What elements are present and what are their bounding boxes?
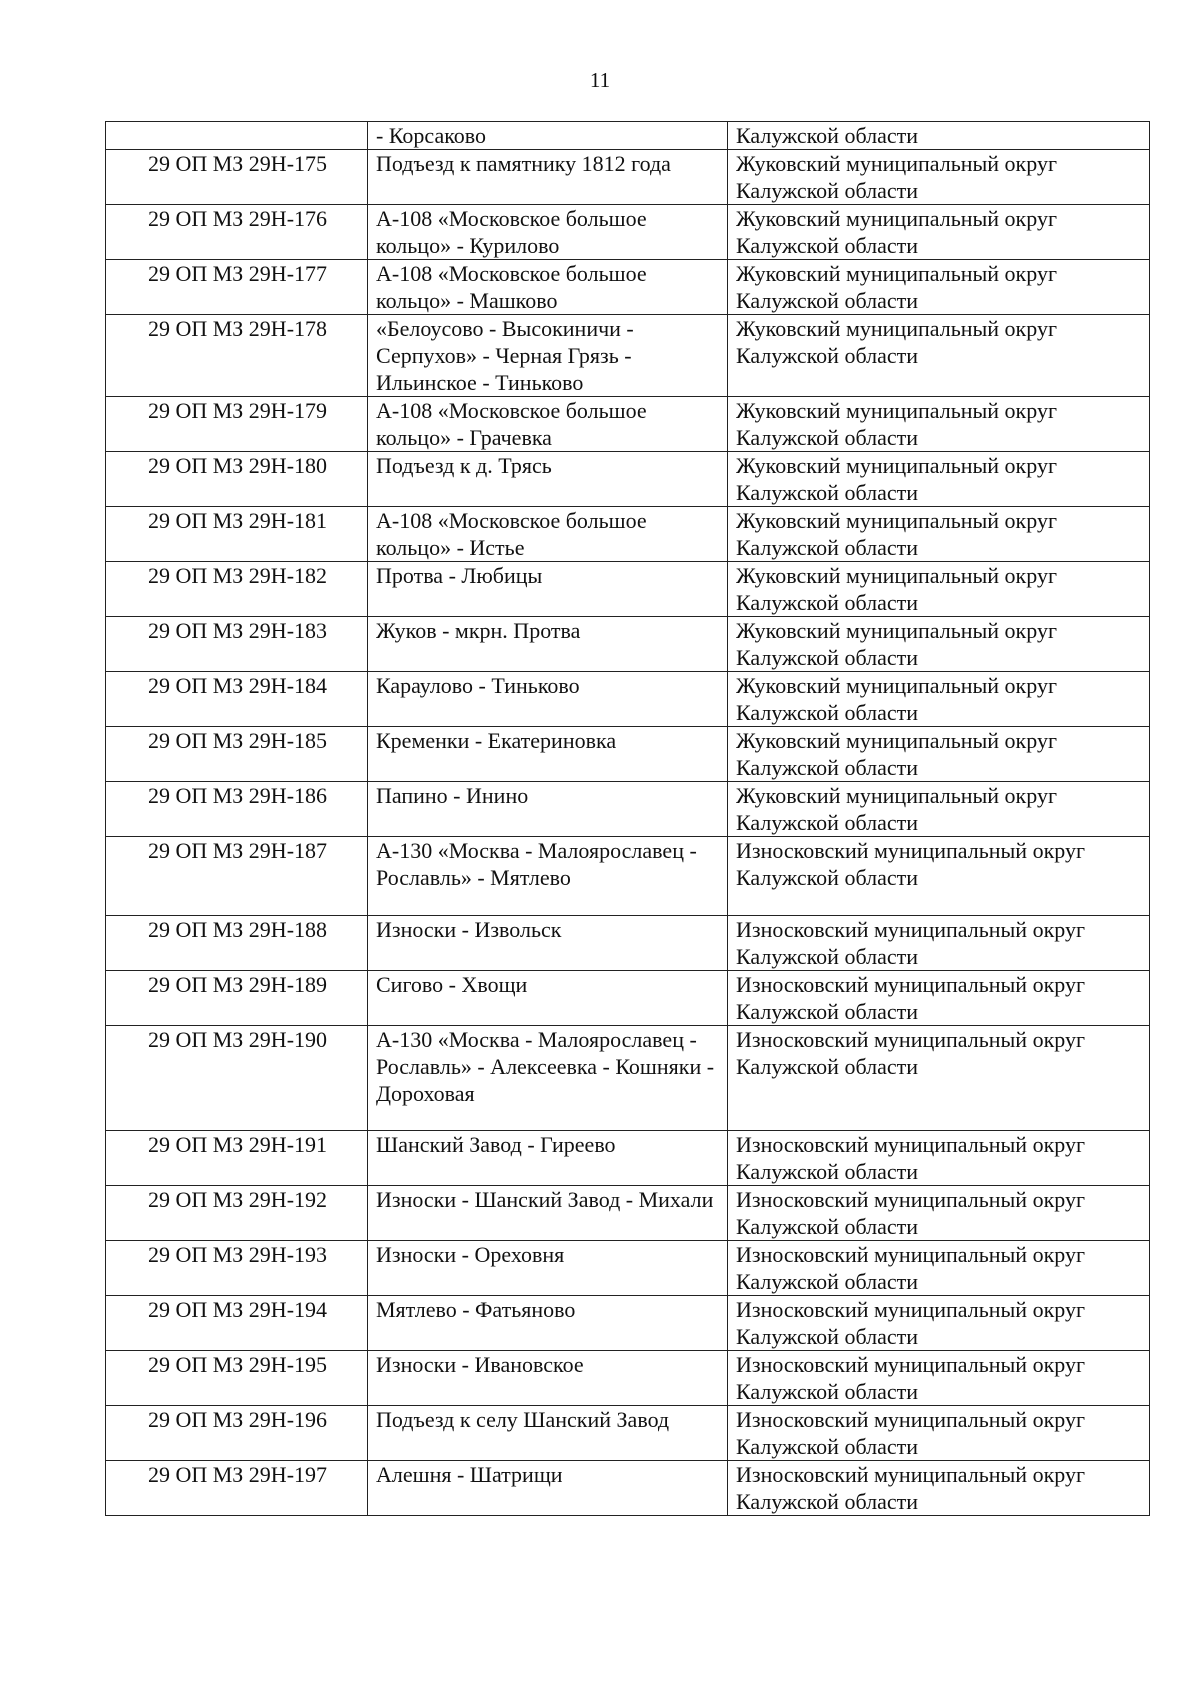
- road-code-cell: 29 ОП МЗ 29Н-177: [106, 260, 368, 315]
- road-code-cell: 29 ОП МЗ 29Н-196: [106, 1406, 368, 1461]
- table-row: [106, 837, 1150, 916]
- table-row: [106, 1351, 1150, 1406]
- roads-table-body: [106, 122, 1150, 1516]
- road-name-cell: А-108 «Московское большое кольцо» - Грачевка: [368, 397, 728, 452]
- table-row: [106, 397, 1150, 452]
- table-row: [106, 1406, 1150, 1461]
- road-area-cell: Износковский муниципальный округ Калужской области: [728, 1131, 1150, 1186]
- road-code-cell: 29 ОП МЗ 29Н-178: [106, 315, 368, 397]
- table-row: [106, 1296, 1150, 1351]
- road-code-cell: 29 ОП МЗ 29Н-182: [106, 562, 368, 617]
- road-name-cell: Мятлево - Фатьяново: [368, 1296, 728, 1351]
- road-name-cell: Протва - Любицы: [368, 562, 728, 617]
- road-area-cell: Калужской области: [728, 122, 1150, 150]
- road-code-cell: 29 ОП МЗ 29Н-191: [106, 1131, 368, 1186]
- road-name-cell: Караулово - Тиньково: [368, 672, 728, 727]
- table-row: [106, 315, 1150, 397]
- road-name-cell: А-130 «Москва - Малоярославец - Рославль» - Мятлево: [368, 837, 728, 916]
- road-area-cell: Жуковский муниципальный округ Калужской области: [728, 205, 1150, 260]
- table-row: [106, 1241, 1150, 1296]
- road-code-cell: 29 ОП МЗ 29Н-190: [106, 1026, 368, 1131]
- road-area-cell: Жуковский муниципальный округ Калужской области: [728, 260, 1150, 315]
- road-area-cell: Жуковский муниципальный округ Калужской области: [728, 617, 1150, 672]
- road-name-cell: Алешня - Шатрищи: [368, 1461, 728, 1516]
- road-area-cell: Жуковский муниципальный округ Калужской области: [728, 507, 1150, 562]
- road-area-cell: Жуковский муниципальный округ Калужской области: [728, 315, 1150, 397]
- roads-table: [105, 121, 1150, 1516]
- road-name-cell: Износки - Ивановское: [368, 1351, 728, 1406]
- road-area-cell: Износковский муниципальный округ Калужской области: [728, 1241, 1150, 1296]
- road-name-cell: Износки - Шанский Завод - Михали: [368, 1186, 728, 1241]
- road-name-cell: А-108 «Московское большое кольцо» - Истье: [368, 507, 728, 562]
- road-area-cell: Жуковский муниципальный округ Калужской области: [728, 397, 1150, 452]
- road-name-cell: Папино - Инино: [368, 782, 728, 837]
- table-row: [106, 1461, 1150, 1516]
- table-row: [106, 507, 1150, 562]
- road-area-cell: Износковский муниципальный округ Калужской области: [728, 916, 1150, 971]
- road-code-cell: 29 ОП МЗ 29Н-195: [106, 1351, 368, 1406]
- table-row: [106, 672, 1150, 727]
- table-row: [106, 1026, 1150, 1131]
- road-area-cell: Износковский муниципальный округ Калужской области: [728, 1461, 1150, 1516]
- road-name-cell: А-130 «Москва - Малоярославец - Рославль» - Алексеевка - Кошняки - Дороховая: [368, 1026, 728, 1131]
- road-area-cell: Износковский муниципальный округ Калужской области: [728, 1296, 1150, 1351]
- road-area-cell: Жуковский муниципальный округ Калужской области: [728, 562, 1150, 617]
- road-code-cell: 29 ОП МЗ 29Н-180: [106, 452, 368, 507]
- road-name-cell: Подъезд к д. Трясь: [368, 452, 728, 507]
- road-area-cell: Износковский муниципальный округ Калужской области: [728, 837, 1150, 916]
- table-row: [106, 150, 1150, 205]
- road-code-cell: 29 ОП МЗ 29Н-197: [106, 1461, 368, 1516]
- table-row: [106, 971, 1150, 1026]
- road-name-cell: Кременки - Екатериновка: [368, 727, 728, 782]
- road-name-cell: «Белоусово - Высокиничи - Серпухов» - Черная Грязь - Ильинское - Тиньково: [368, 315, 728, 397]
- road-name-cell: Жуков - мкрн. Протва: [368, 617, 728, 672]
- road-code-cell: 29 ОП МЗ 29Н-185: [106, 727, 368, 782]
- table-row: [106, 617, 1150, 672]
- table-row: [106, 1131, 1150, 1186]
- road-area-cell: Износковский муниципальный округ Калужской области: [728, 1026, 1150, 1131]
- table-row: [106, 122, 1150, 150]
- road-code-cell: 29 ОП МЗ 29Н-176: [106, 205, 368, 260]
- road-code-cell: 29 ОП МЗ 29Н-181: [106, 507, 368, 562]
- road-code-cell: 29 ОП МЗ 29Н-188: [106, 916, 368, 971]
- road-name-cell: Износки - Ореховня: [368, 1241, 728, 1296]
- road-area-cell: Жуковский муниципальный округ Калужской области: [728, 452, 1150, 507]
- table-row: [106, 727, 1150, 782]
- road-code-cell: 29 ОП МЗ 29Н-183: [106, 617, 368, 672]
- table-row: [106, 260, 1150, 315]
- road-area-cell: Износковский муниципальный округ Калужской области: [728, 1186, 1150, 1241]
- road-name-cell: Сигово - Хвощи: [368, 971, 728, 1026]
- road-code-cell: 29 ОП МЗ 29Н-175: [106, 150, 368, 205]
- table-row: [106, 782, 1150, 837]
- road-name-cell: Износки - Извольск: [368, 916, 728, 971]
- road-area-cell: Жуковский муниципальный округ Калужской области: [728, 150, 1150, 205]
- table-row: [106, 562, 1150, 617]
- road-area-cell: Жуковский муниципальный округ Калужской области: [728, 672, 1150, 727]
- road-area-cell: Износковский муниципальный округ Калужской области: [728, 1406, 1150, 1461]
- road-area-cell: Жуковский муниципальный округ Калужской области: [728, 782, 1150, 837]
- road-code-cell: [106, 122, 368, 150]
- road-area-cell: Жуковский муниципальный округ Калужской области: [728, 727, 1150, 782]
- road-name-cell: Подъезд к селу Шанский Завод: [368, 1406, 728, 1461]
- road-name-cell: Шанский Завод - Гиреево: [368, 1131, 728, 1186]
- table-row: [106, 916, 1150, 971]
- road-code-cell: 29 ОП МЗ 29Н-189: [106, 971, 368, 1026]
- page-number: 11: [589, 68, 611, 92]
- road-name-cell: А-108 «Московское большое кольцо» - Машково: [368, 260, 728, 315]
- table-row: [106, 1186, 1150, 1241]
- road-code-cell: 29 ОП МЗ 29Н-187: [106, 837, 368, 916]
- road-code-cell: 29 ОП МЗ 29Н-192: [106, 1186, 368, 1241]
- table-row: [106, 452, 1150, 507]
- road-code-cell: 29 ОП МЗ 29Н-186: [106, 782, 368, 837]
- road-code-cell: 29 ОП МЗ 29Н-179: [106, 397, 368, 452]
- road-name-cell: А-108 «Московское большое кольцо» - Курилово: [368, 205, 728, 260]
- road-name-cell: - Корсаково: [368, 122, 728, 150]
- road-name-cell: Подъезд к памятнику 1812 года: [368, 150, 728, 205]
- road-code-cell: 29 ОП МЗ 29Н-194: [106, 1296, 368, 1351]
- road-area-cell: Износковский муниципальный округ Калужской области: [728, 971, 1150, 1026]
- table-row: [106, 205, 1150, 260]
- road-area-cell: Износковский муниципальный округ Калужской области: [728, 1351, 1150, 1406]
- road-code-cell: 29 ОП МЗ 29Н-184: [106, 672, 368, 727]
- road-code-cell: 29 ОП МЗ 29Н-193: [106, 1241, 368, 1296]
